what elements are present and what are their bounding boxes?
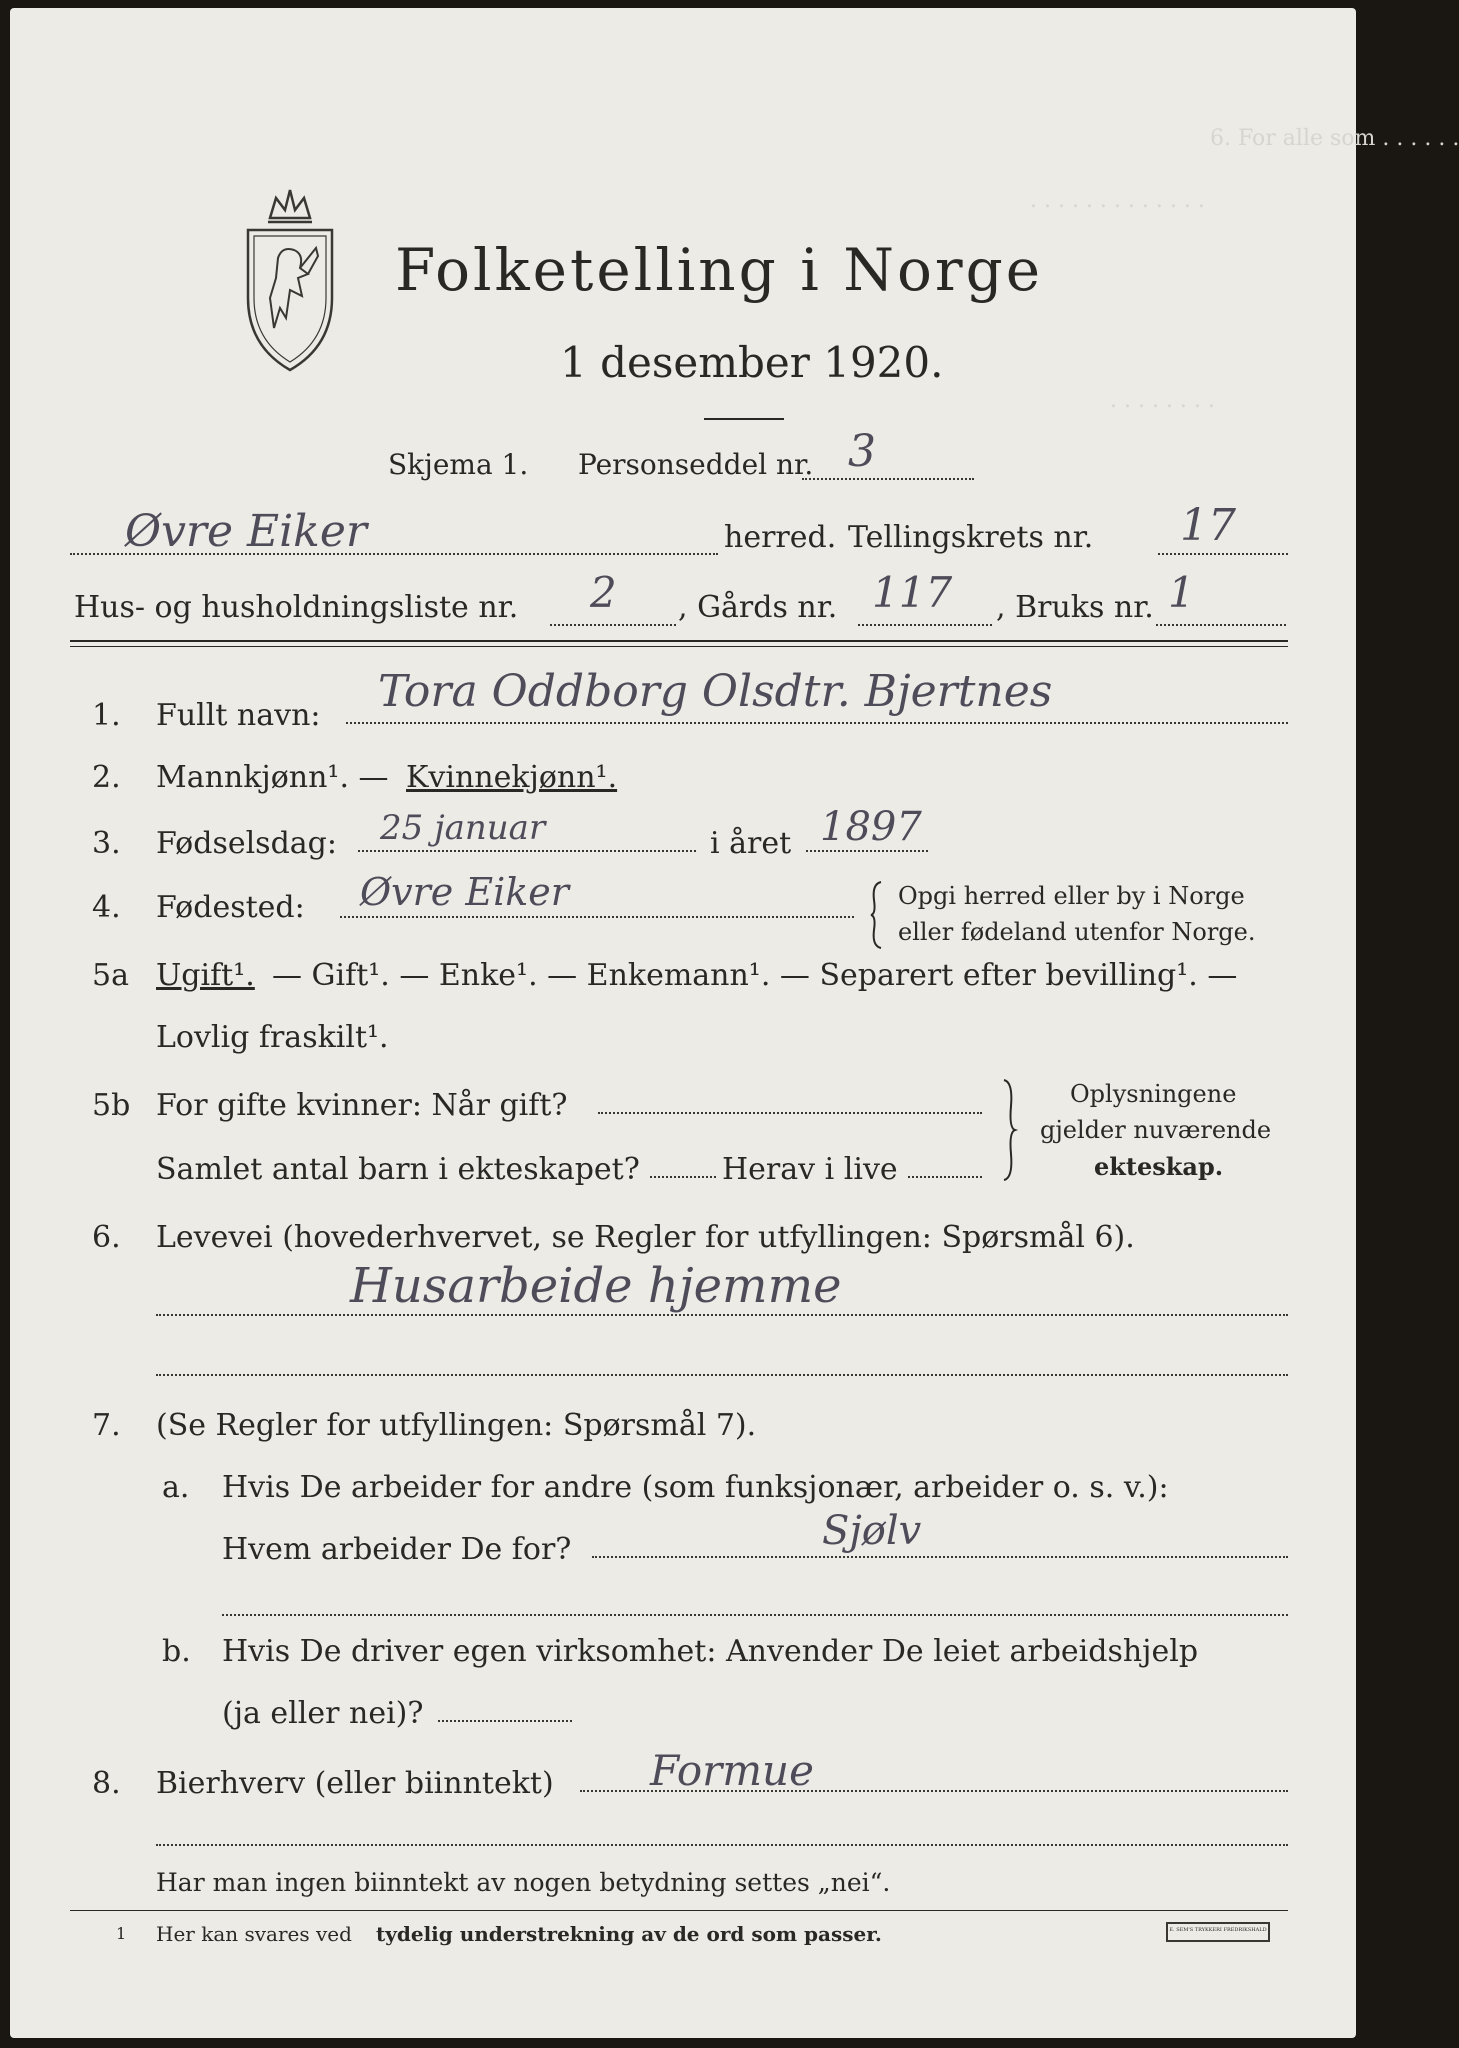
q6-line1	[156, 1314, 1288, 1316]
norwegian-coat-of-arms-icon	[230, 178, 350, 378]
q7b-line	[438, 1720, 572, 1722]
herred-label: herred.	[724, 520, 837, 555]
q4-birthplace-value: Øvre Eiker	[360, 870, 569, 914]
q7b-text: Hvis De driver egen virksomhet: Anvender De leiet arbeidshjelp	[222, 1634, 1199, 1669]
bruks-value: 1	[1168, 568, 1195, 617]
footnote-number: 1	[116, 1924, 127, 1943]
q6-occupation-value: Husarbeide hjemme	[350, 1258, 842, 1314]
q8-number: 8.	[92, 1766, 121, 1801]
q5a-number: 5a	[92, 958, 129, 993]
printer-stamp	[1166, 1922, 1270, 1942]
q7a-line1	[592, 1556, 1288, 1558]
q1-number: 1.	[92, 698, 121, 733]
show-through-text: 6. For alle som . . . . . .	[1210, 126, 1459, 151]
q4-number: 4.	[92, 890, 121, 925]
footnote-text-b: tydelig understrekning av de ord som passer.	[376, 1922, 882, 1946]
q5b-brace-icon	[1000, 1078, 1018, 1182]
q7b-number: b.	[162, 1634, 191, 1669]
q7a-question: Hvem arbeider De for?	[222, 1532, 572, 1567]
q4-note-line1: Opgi herred eller by i Norge	[898, 882, 1245, 910]
q8-label: Bierhverv (eller biinntekt)	[156, 1766, 554, 1801]
q5b-note-line3: ekteskap.	[1094, 1152, 1224, 1181]
q7a-employer-value: Sjølv	[822, 1508, 922, 1554]
hus-label: Hus- og husholdningsliste nr.	[74, 590, 519, 625]
q3-year-line	[806, 850, 928, 852]
q7b-question: (ja eller nei)?	[222, 1696, 424, 1731]
q3-line	[358, 850, 696, 852]
q2-label-mann: Mannkjønn¹. —	[156, 760, 389, 795]
q7a-line2	[222, 1614, 1288, 1616]
q3-year-label: i året	[710, 826, 792, 861]
q6-label: Levevei (hovederhvervet, se Regler for utfyllingen: Spørsmål 6).	[156, 1220, 1135, 1255]
q5b-children-label: Samlet antal barn i ekteskapet?	[156, 1152, 640, 1187]
form-title: Folketelling i Norge	[395, 236, 1044, 304]
footer-rule	[70, 1910, 1288, 1911]
personseddel-value: 3	[848, 426, 876, 477]
q1-label: Fullt navn:	[156, 698, 321, 733]
printer-stamp-text: E. SEM'S TRYKKERI FREDRIKSHALD	[1169, 1927, 1267, 1933]
q5a-lovlig-fraskilt: Lovlig fraskilt¹.	[156, 1020, 389, 1055]
q5a-options: — Gift¹. — Enke¹. — Enkemann¹. — Separert efter bevilling¹. —	[272, 958, 1238, 993]
q5b-number: 5b	[92, 1088, 131, 1123]
q7-number: 7.	[92, 1408, 121, 1443]
q1-full-name-value: Tora Oddborg Olsdtr. Bjertnes	[378, 666, 1053, 717]
q6-number: 6.	[92, 1220, 121, 1255]
footer-note: Har man ingen biinntekt av nogen betydning settes „nei“.	[156, 1868, 891, 1897]
herred-value: Øvre Eiker	[125, 506, 367, 557]
header-rule-top	[70, 640, 1288, 642]
skjema-label: Skjema 1.	[388, 448, 529, 481]
q4-label: Fødested:	[156, 890, 305, 925]
census-form-sheet	[10, 8, 1459, 2038]
show-through-text: . . . . . . . .	[1110, 388, 1215, 413]
bruks-label: , Bruks nr.	[996, 590, 1154, 625]
q8-secondary-income-value: Formue	[650, 1746, 814, 1795]
q3-year-value: 1897	[820, 804, 922, 850]
personseddel-line	[802, 478, 974, 480]
personseddel-label: Personseddel nr.	[578, 448, 814, 481]
q8-line1	[580, 1790, 1288, 1792]
q5b-note-line1: Oplysningene	[1070, 1080, 1237, 1108]
hus-value: 2	[590, 568, 617, 617]
title-divider	[704, 418, 784, 420]
q5b-alive-line	[908, 1176, 982, 1178]
bruks-line	[1156, 624, 1286, 626]
q1-line	[346, 722, 1288, 724]
footnote-text-a: Her kan svares ved	[156, 1922, 352, 1946]
q5a-ugift-underlined: Ugift¹.	[156, 958, 255, 993]
q8-line2	[156, 1844, 1288, 1846]
tellingskrets-value: 17	[1180, 500, 1236, 551]
header-rule-bottom	[70, 646, 1288, 647]
q7-label: (Se Regler for utfyllingen: Spørsmål 7).	[156, 1408, 757, 1443]
q5b-married-line	[598, 1112, 982, 1114]
q5b-label: For gifte kvinner: Når gift?	[156, 1088, 568, 1123]
hus-line	[550, 624, 676, 626]
q5b-alive-label: Herav i live	[722, 1152, 898, 1187]
tellingskrets-label: Tellingskrets nr.	[848, 520, 1094, 555]
q2-label-kvinne-underlined: Kvinnekjønn¹.	[406, 760, 618, 795]
q2-number: 2.	[92, 760, 121, 795]
q7a-number: a.	[162, 1470, 190, 1505]
q7a-text: Hvis De arbeider for andre (som funksjonær, arbeider o. s. v.):	[222, 1470, 1169, 1505]
gards-line	[858, 624, 992, 626]
q4-line	[340, 916, 854, 918]
herred-line	[70, 553, 718, 555]
q4-note-line2: eller fødeland utenfor Norge.	[898, 918, 1256, 946]
q3-number: 3.	[92, 826, 121, 861]
gards-label: , Gårds nr.	[678, 590, 838, 625]
q5b-note-line2: gjelder nuværende	[1040, 1116, 1272, 1144]
gards-value: 117	[872, 568, 953, 617]
q4-brace-icon	[868, 880, 884, 950]
tellingskrets-line	[1158, 553, 1288, 555]
q6-line2	[156, 1374, 1288, 1376]
form-date: 1 desember 1920.	[560, 338, 944, 387]
q3-label: Fødselsdag:	[156, 826, 337, 861]
show-through-text: . . . . . . . . . . . . .	[1030, 188, 1205, 213]
q3-birthday-value: 25 januar	[380, 808, 546, 848]
q5b-children-line	[650, 1176, 716, 1178]
